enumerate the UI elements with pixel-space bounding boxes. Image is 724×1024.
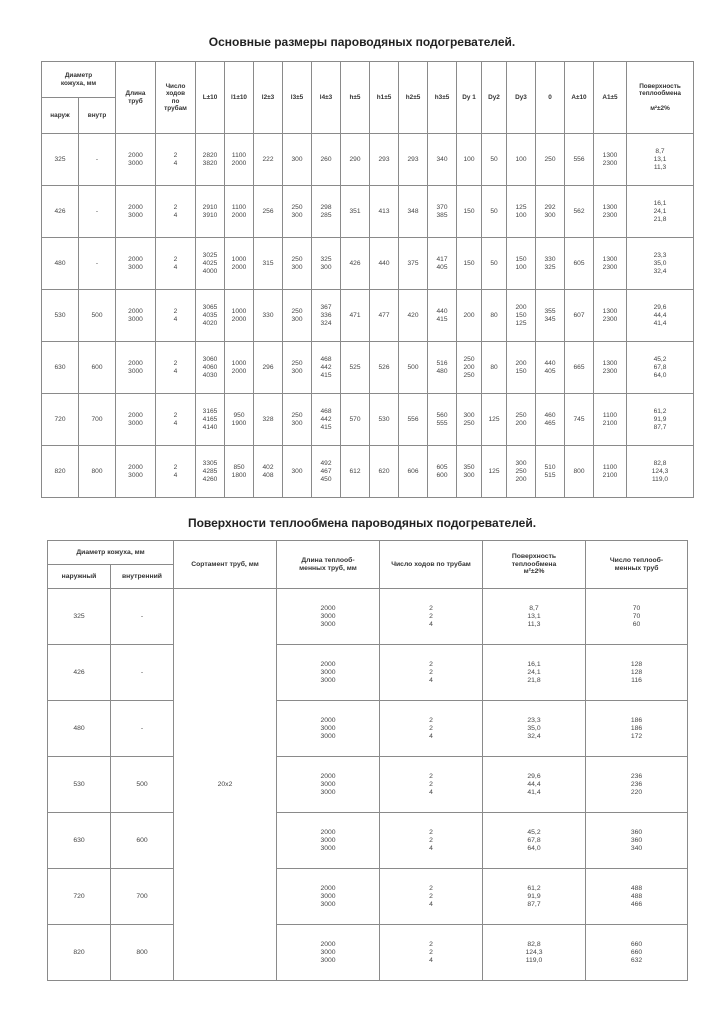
dim-dy1-cell: 150 [457, 238, 482, 290]
surface-area-cell: 16,1 24,1 21,8 [483, 645, 586, 701]
inner-diameter-cell: 500 [111, 757, 174, 813]
dim-l4-cell: 298 285 [312, 186, 341, 238]
dim-l3-cell: 250 300 [283, 342, 312, 394]
header-dim: l3±5 [283, 62, 312, 134]
dim-l4-cell: 260 [312, 134, 341, 186]
outer-diameter-cell: 630 [42, 342, 79, 394]
inner-diameter-cell: - [111, 701, 174, 757]
dim-A-cell: 556 [565, 134, 594, 186]
dim-A-cell: 605 [565, 238, 594, 290]
dim-h2-cell: 375 [399, 238, 428, 290]
assortment-cell: 20х2 [174, 589, 277, 981]
header-surface: Поверхность теплообмена м²±2% [483, 541, 586, 589]
dim-L-cell: 3065 4035 4020 [196, 290, 225, 342]
outer-diameter-cell: 480 [42, 238, 79, 290]
dim-dy2-cell: 125 [482, 394, 507, 446]
header-inner: внутренний [111, 565, 174, 589]
dim-h3-cell: 370 385 [428, 186, 457, 238]
table-row [42, 134, 694, 186]
table-row [42, 290, 694, 342]
tube-length-cell: 2000 3000 3000 [277, 869, 380, 925]
dim-dy2-cell: 125 [482, 446, 507, 498]
outer-diameter-cell: 820 [42, 446, 79, 498]
dim-h3-cell: 605 600 [428, 446, 457, 498]
surface-area-cell: 29,6 44,4 41,4 [483, 757, 586, 813]
table-row [42, 238, 694, 290]
header-inner: внутр [79, 98, 116, 134]
header-assortment: Сортамент труб, мм [174, 541, 277, 589]
dim-A-cell: 562 [565, 186, 594, 238]
dim-l1-cell: 850 1800 [225, 446, 254, 498]
dim-l4-cell: 367 336 324 [312, 290, 341, 342]
dim-A-cell: 607 [565, 290, 594, 342]
header-dim: h2±5 [399, 62, 428, 134]
dim-dy3-cell: 100 [507, 134, 536, 186]
header-outer: наруж [42, 98, 79, 134]
dimensions-table [41, 61, 694, 498]
header-outer: наружный [48, 565, 111, 589]
table-row [42, 186, 694, 238]
dim-dy3-cell: 300 250 200 [507, 446, 536, 498]
inner-diameter-cell: 500 [79, 290, 116, 342]
dim-h-cell: 525 [341, 342, 370, 394]
inner-diameter-cell: - [111, 589, 174, 645]
dim-dy2-cell: 50 [482, 134, 507, 186]
header-dim: h3±5 [428, 62, 457, 134]
table-row [48, 925, 688, 981]
dim-l1-cell: 1100 2000 [225, 186, 254, 238]
section-title: Поверхности теплообмена пароводяных подогревателей. [187, 516, 537, 530]
dim-0-cell: 250 [536, 134, 565, 186]
dim-l4-cell: 468 442 415 [312, 394, 341, 446]
header-tube-length: Длина теплооб- менных труб, мм [277, 541, 380, 589]
surface-table [47, 540, 688, 981]
table-row [48, 813, 688, 869]
dim-h3-cell: 417 405 [428, 238, 457, 290]
table-row [48, 645, 688, 701]
outer-diameter-cell: 325 [42, 134, 79, 186]
dim-h2-cell: 606 [399, 446, 428, 498]
dim-A1-cell: 1300 2300 [594, 342, 627, 394]
dim-h1-cell: 413 [370, 186, 399, 238]
dim-h1-cell: 620 [370, 446, 399, 498]
passes-cell: 2 2 4 [380, 925, 483, 981]
table-row [48, 701, 688, 757]
surface-area-cell: 23,3 35,0 32,4 [627, 238, 694, 290]
outer-diameter-cell: 426 [42, 186, 79, 238]
tube-count-cell: 236 236 220 [586, 757, 688, 813]
header-dim: h±5 [341, 62, 370, 134]
surface-area-cell: 82,8 124,3 119,0 [483, 925, 586, 981]
dim-dy3-cell: 200 150 [507, 342, 536, 394]
header-diameter: Диаметр кожуха, мм [48, 541, 174, 565]
dim-A1-cell: 1100 2100 [594, 446, 627, 498]
surface-area-cell: 8,7 13,1 11,3 [483, 589, 586, 645]
dim-L-cell: 3025 4025 4000 [196, 238, 225, 290]
tube-length-cell: 2000 3000 3000 [277, 925, 380, 981]
dim-dy3-cell: 200 150 125 [507, 290, 536, 342]
table-row [48, 589, 688, 645]
dim-dy3-cell: 250 200 [507, 394, 536, 446]
outer-diameter-cell: 530 [42, 290, 79, 342]
dim-0-cell: 510 515 [536, 446, 565, 498]
header-dim: A1±5 [594, 62, 627, 134]
outer-diameter-cell: 480 [48, 701, 111, 757]
passes-cell: 2 4 [156, 134, 196, 186]
passes-cell: 2 4 [156, 342, 196, 394]
surface-area-cell: 61,2 91,9 87,7 [483, 869, 586, 925]
tube-count-cell: 488 488 466 [586, 869, 688, 925]
dim-L-cell: 3060 4060 4030 [196, 342, 225, 394]
dim-A1-cell: 1100 2100 [594, 394, 627, 446]
dim-l1-cell: 1100 2000 [225, 134, 254, 186]
surface-area-cell: 16,1 24,1 21,8 [627, 186, 694, 238]
header-dim: Dy 1 [457, 62, 482, 134]
dim-A1-cell: 1300 2300 [594, 186, 627, 238]
header-dim: 0 [536, 62, 565, 134]
tube-length-cell: 2000 3000 [116, 238, 156, 290]
header-passes: Число ходов по трубам [156, 62, 196, 134]
inner-diameter-cell: 800 [79, 446, 116, 498]
outer-diameter-cell: 325 [48, 589, 111, 645]
tube-length-cell: 2000 3000 [116, 446, 156, 498]
tube-length-cell: 2000 3000 [116, 394, 156, 446]
tube-count-cell: 660 660 632 [586, 925, 688, 981]
header-passes: Число ходов по трубам [380, 541, 483, 589]
dim-L-cell: 3305 4285 4260 [196, 446, 225, 498]
dim-0-cell: 355 345 [536, 290, 565, 342]
dim-dy1-cell: 150 [457, 186, 482, 238]
dim-l3-cell: 250 300 [283, 238, 312, 290]
dim-l2-cell: 328 [254, 394, 283, 446]
tube-count-cell: 128 128 116 [586, 645, 688, 701]
table-row [48, 869, 688, 925]
passes-cell: 2 2 4 [380, 869, 483, 925]
inner-diameter-cell: - [79, 238, 116, 290]
outer-diameter-cell: 630 [48, 813, 111, 869]
dim-l3-cell: 250 300 [283, 290, 312, 342]
outer-diameter-cell: 426 [48, 645, 111, 701]
inner-diameter-cell: - [79, 134, 116, 186]
inner-diameter-cell: - [111, 645, 174, 701]
passes-cell: 2 2 4 [380, 757, 483, 813]
tube-count-cell: 360 360 340 [586, 813, 688, 869]
tube-length-cell: 2000 3000 [116, 290, 156, 342]
dim-l2-cell: 256 [254, 186, 283, 238]
dim-A-cell: 800 [565, 446, 594, 498]
header-dim: Dy2 [482, 62, 507, 134]
dim-l3-cell: 250 300 [283, 186, 312, 238]
tube-length-cell: 2000 3000 3000 [277, 757, 380, 813]
dim-A-cell: 665 [565, 342, 594, 394]
dim-h2-cell: 500 [399, 342, 428, 394]
tube-length-cell: 2000 3000 3000 [277, 813, 380, 869]
tube-length-cell: 2000 3000 [116, 134, 156, 186]
tube-length-cell: 2000 3000 3000 [277, 589, 380, 645]
passes-cell: 2 4 [156, 446, 196, 498]
header-dim: l1±10 [225, 62, 254, 134]
outer-diameter-cell: 530 [48, 757, 111, 813]
dim-0-cell: 292 300 [536, 186, 565, 238]
dim-l4-cell: 325 300 [312, 238, 341, 290]
dim-dy1-cell: 250 200 250 [457, 342, 482, 394]
inner-diameter-cell: 800 [111, 925, 174, 981]
dim-L-cell: 2820 3820 [196, 134, 225, 186]
dim-l4-cell: 492 467 450 [312, 446, 341, 498]
dim-l2-cell: 296 [254, 342, 283, 394]
dim-l1-cell: 950 1900 [225, 394, 254, 446]
surface-area-cell: 29,6 44,4 41,4 [627, 290, 694, 342]
header-dim: Dy3 [507, 62, 536, 134]
passes-cell: 2 2 4 [380, 589, 483, 645]
dim-l2-cell: 402 408 [254, 446, 283, 498]
dim-dy1-cell: 200 [457, 290, 482, 342]
dim-0-cell: 330 325 [536, 238, 565, 290]
table-row [42, 342, 694, 394]
dim-l1-cell: 1000 2000 [225, 290, 254, 342]
dim-h-cell: 290 [341, 134, 370, 186]
dim-dy2-cell: 50 [482, 186, 507, 238]
dim-L-cell: 2910 3910 [196, 186, 225, 238]
tube-length-cell: 2000 3000 3000 [277, 645, 380, 701]
dim-l3-cell: 250 300 [283, 394, 312, 446]
passes-cell: 2 4 [156, 290, 196, 342]
header-dim: l4±3 [312, 62, 341, 134]
dim-h-cell: 426 [341, 238, 370, 290]
dim-h-cell: 612 [341, 446, 370, 498]
inner-diameter-cell: 600 [79, 342, 116, 394]
dim-l1-cell: 1000 2000 [225, 342, 254, 394]
tube-length-cell: 2000 3000 [116, 186, 156, 238]
surface-area-cell: 8,7 13,1 11,3 [627, 134, 694, 186]
inner-diameter-cell: - [79, 186, 116, 238]
dim-h1-cell: 293 [370, 134, 399, 186]
surface-area-cell: 45,2 67,8 64,0 [483, 813, 586, 869]
inner-diameter-cell: 600 [111, 813, 174, 869]
dim-h3-cell: 516 480 [428, 342, 457, 394]
dim-l1-cell: 1000 2000 [225, 238, 254, 290]
dim-l2-cell: 315 [254, 238, 283, 290]
dim-h-cell: 570 [341, 394, 370, 446]
dim-l2-cell: 222 [254, 134, 283, 186]
header-dim: A±10 [565, 62, 594, 134]
dim-h1-cell: 440 [370, 238, 399, 290]
outer-diameter-cell: 720 [42, 394, 79, 446]
header-dim: L±10 [196, 62, 225, 134]
dim-h1-cell: 526 [370, 342, 399, 394]
dim-h2-cell: 348 [399, 186, 428, 238]
dim-dy2-cell: 80 [482, 342, 507, 394]
dim-A-cell: 745 [565, 394, 594, 446]
inner-diameter-cell: 700 [111, 869, 174, 925]
header-diameter: Диаметр кожуха, мм [42, 62, 116, 98]
dim-h3-cell: 340 [428, 134, 457, 186]
tube-length-cell: 2000 3000 [116, 342, 156, 394]
dim-h-cell: 471 [341, 290, 370, 342]
dim-h1-cell: 477 [370, 290, 399, 342]
inner-diameter-cell: 700 [79, 394, 116, 446]
header-tube-length: Длина труб [116, 62, 156, 134]
header-tube-count: Число теплооб- менных труб [586, 541, 688, 589]
passes-cell: 2 4 [156, 186, 196, 238]
passes-cell: 2 2 4 [380, 813, 483, 869]
header-dim: h1±5 [370, 62, 399, 134]
dim-dy3-cell: 150 100 [507, 238, 536, 290]
dim-A1-cell: 1300 2300 [594, 238, 627, 290]
dim-0-cell: 440 405 [536, 342, 565, 394]
passes-cell: 2 4 [156, 394, 196, 446]
dim-h2-cell: 556 [399, 394, 428, 446]
header-dim: l2±3 [254, 62, 283, 134]
table-row [42, 394, 694, 446]
surface-area-cell: 45,2 67,8 64,0 [627, 342, 694, 394]
passes-cell: 2 4 [156, 238, 196, 290]
surface-area-cell: 23,3 35,0 32,4 [483, 701, 586, 757]
dim-l3-cell: 300 [283, 134, 312, 186]
passes-cell: 2 2 4 [380, 645, 483, 701]
dim-h-cell: 351 [341, 186, 370, 238]
dim-h2-cell: 293 [399, 134, 428, 186]
dim-A1-cell: 1300 2300 [594, 290, 627, 342]
outer-diameter-cell: 820 [48, 925, 111, 981]
surface-area-cell: 61,2 91,9 87,7 [627, 394, 694, 446]
header-surface: Поверхность теплообмена м²±2% [627, 62, 694, 134]
dim-A1-cell: 1300 2300 [594, 134, 627, 186]
outer-diameter-cell: 720 [48, 869, 111, 925]
dim-h3-cell: 560 555 [428, 394, 457, 446]
dim-h2-cell: 420 [399, 290, 428, 342]
dim-h3-cell: 440 415 [428, 290, 457, 342]
dim-dy1-cell: 350 300 [457, 446, 482, 498]
dim-h1-cell: 530 [370, 394, 399, 446]
dim-dy2-cell: 80 [482, 290, 507, 342]
tube-length-cell: 2000 3000 3000 [277, 701, 380, 757]
dim-L-cell: 3165 4165 4140 [196, 394, 225, 446]
dim-l3-cell: 300 [283, 446, 312, 498]
dim-dy1-cell: 300 250 [457, 394, 482, 446]
page-title: Основные размеры пароводяных подогревателей. [208, 35, 516, 49]
passes-cell: 2 2 4 [380, 701, 483, 757]
dim-dy1-cell: 100 [457, 134, 482, 186]
dim-dy3-cell: 125 100 [507, 186, 536, 238]
dim-0-cell: 460 465 [536, 394, 565, 446]
table-row [42, 446, 694, 498]
dim-l4-cell: 468 442 415 [312, 342, 341, 394]
table-row [48, 757, 688, 813]
tube-count-cell: 186 186 172 [586, 701, 688, 757]
surface-area-cell: 82,8 124,3 119,0 [627, 446, 694, 498]
tube-count-cell: 70 70 60 [586, 589, 688, 645]
dim-dy2-cell: 50 [482, 238, 507, 290]
dim-l2-cell: 330 [254, 290, 283, 342]
